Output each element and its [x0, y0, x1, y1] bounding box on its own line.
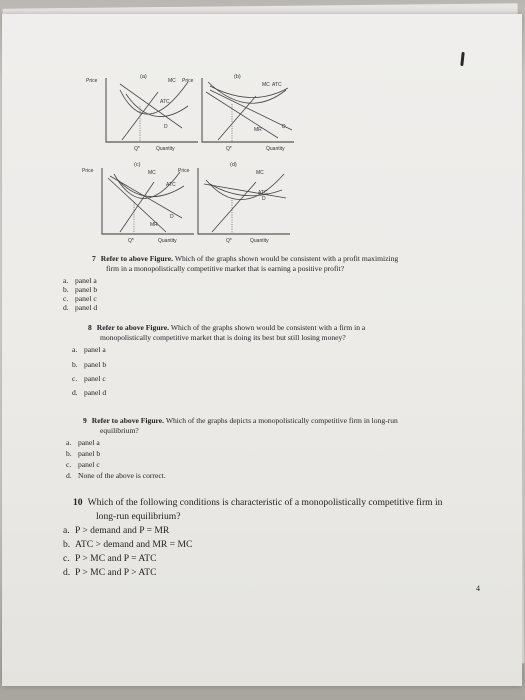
graph-a-title: (a): [140, 74, 147, 80]
graph-c-title: (c): [134, 162, 141, 168]
graph-d-title: (d): [230, 162, 237, 168]
question-8-option-a[interactable]: a. panel a: [72, 345, 106, 354]
question-7-option-d[interactable]: d. panel d: [63, 303, 98, 312]
question-8-option-d[interactable]: d. panel d: [72, 388, 107, 397]
question-8-text-line1: Which of the graphs shown would be consistent with a firm in a: [170, 323, 366, 332]
question-9-text-line1: Which of the graphs depicts a monopolistically competitive firm in long-run: [165, 416, 398, 425]
page-number: 4: [476, 584, 480, 593]
question-8-option-b[interactable]: b. panel b: [72, 360, 107, 369]
question-10-option-b[interactable]: b. ATC > demand and MR = MC: [63, 539, 193, 550]
graph-c-q-label: Q*: [128, 238, 134, 244]
graph-b-mr-label: MR: [254, 127, 262, 133]
question-10-option-c[interactable]: c. P > MC and P = ATC: [63, 553, 157, 564]
graph-c-atc-label: ATC: [166, 182, 176, 188]
graph-b-q-label: Q*: [226, 146, 232, 152]
question-7-text-line2: firm in a monopolistically competitive market that is earning a positive profit?: [106, 264, 345, 273]
graph-d-atc-label: ATC: [258, 190, 268, 196]
graph-a-d-label: D: [164, 124, 168, 130]
graph-c-y-label: Price: [82, 168, 94, 174]
question-9-option-b[interactable]: b. panel b: [66, 449, 101, 458]
question-7-option-a[interactable]: a. panel a: [63, 276, 97, 285]
graph-a-x-label: Quantity: [156, 146, 175, 152]
question-10-option-d[interactable]: d. P > MC and P > ATC: [63, 567, 157, 578]
question-8-text-line2: monopolistically competitive market that is doing its best but still losing money?: [100, 333, 346, 342]
question-7-option-c[interactable]: c. panel c: [63, 294, 97, 303]
graph-c-mr-label: MR: [150, 222, 158, 228]
graph-b-y-label: Price: [182, 78, 194, 84]
graph-b-d-label: D: [282, 124, 286, 130]
question-9-option-d[interactable]: d. None of the above is correct.: [66, 471, 166, 480]
graph-c-x-label: Quantity: [158, 238, 177, 244]
question-10-option-a[interactable]: a. P > demand and P = MR: [63, 525, 170, 536]
graph-b-mc-label: MC: [262, 82, 270, 88]
graph-a-atc-label: ATC: [160, 99, 170, 105]
graph-d-q-label: Q*: [226, 238, 232, 244]
question-7-option-b[interactable]: b. panel b: [63, 285, 98, 294]
question-7-number: 7: [92, 254, 96, 263]
graph-a-q-label: Q*: [134, 146, 140, 152]
graph-b-x-label: Quantity: [266, 146, 285, 152]
question-9-lead: Refer to above Figure.: [91, 416, 165, 425]
question-9-number: 9: [83, 416, 87, 425]
question-7-lead: Refer to above Figure.: [100, 254, 174, 263]
question-10-number: 10: [73, 497, 83, 508]
question-8-number: 8: [88, 323, 92, 332]
graph-d-d-label: D: [262, 196, 266, 202]
graph-d-y-label: Price: [178, 168, 190, 174]
graph-a-y-label: Price: [86, 78, 98, 84]
graph-d-mc-label: MC: [256, 170, 264, 176]
graph-b-title: (b): [234, 74, 241, 80]
graph-a-mc-label: MC: [168, 78, 176, 84]
question-10-text-line2: long-run equilibrium?: [96, 511, 181, 522]
graph-c-mc-label: MC: [148, 170, 156, 176]
question-9-text-line2: equilibrium?: [100, 426, 139, 435]
question-10-text-line1: Which of the following conditions is characteristic of a monopolistically competitive firm in: [87, 497, 443, 508]
graph-d-x-label: Quantity: [250, 238, 269, 244]
question-8-lead: Refer to above Figure.: [96, 323, 170, 332]
question-9-option-a[interactable]: a. panel a: [66, 438, 100, 447]
question-7-text-line1: Which of the graphs shown would be consistent with a profit maximizing: [174, 254, 399, 263]
graph-b-atc-label: ATC: [272, 82, 282, 88]
question-9-option-c[interactable]: c. panel c: [66, 460, 100, 469]
question-8-option-c[interactable]: c. panel c: [72, 374, 106, 383]
graph-c-d-label: D: [170, 214, 174, 220]
